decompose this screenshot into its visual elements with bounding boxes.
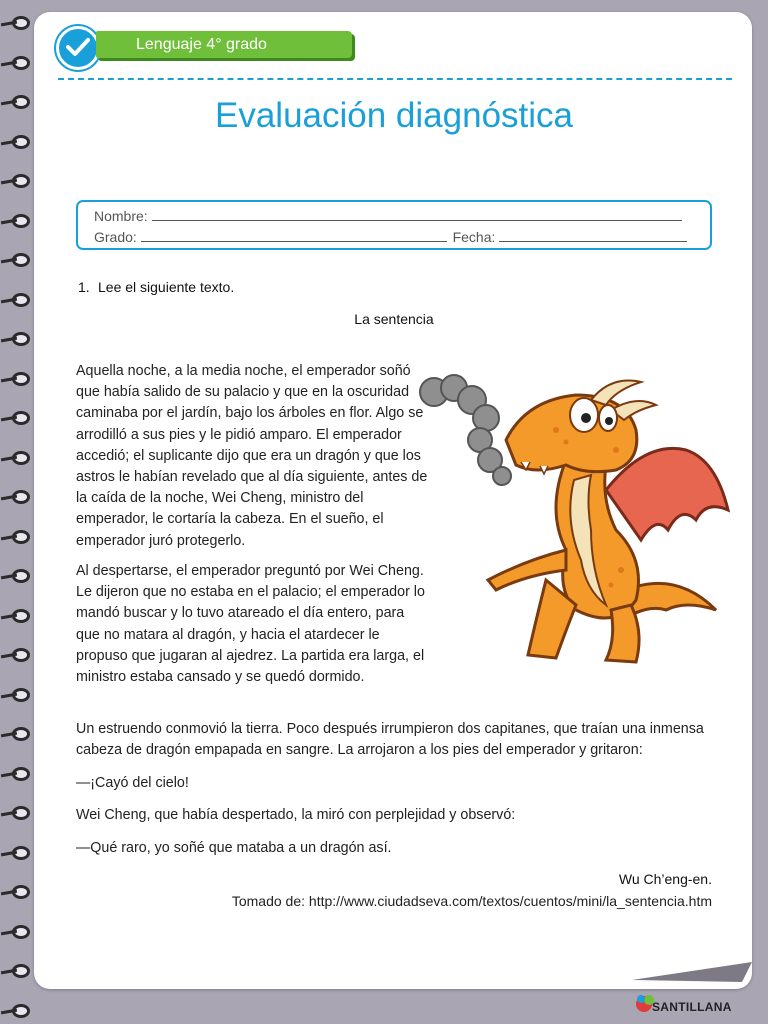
binder-ring: [12, 411, 30, 425]
binder-ring: [12, 885, 30, 899]
dragon-illustration: [416, 370, 730, 670]
question-number: 1.: [78, 279, 90, 295]
page-title: Evaluación diagnóstica: [214, 96, 573, 135]
binder-ring: [12, 332, 30, 346]
brand-name: SANTILLANA: [652, 1000, 732, 1014]
date-field[interactable]: [499, 229, 687, 242]
student-info-box: [76, 200, 712, 250]
story-title: La sentencia: [354, 311, 434, 327]
binder-ring: [12, 174, 30, 188]
grade-date-row: [94, 228, 687, 246]
name-label: Nombre:: [94, 208, 148, 224]
question-1: [78, 279, 234, 295]
binder-ring: [12, 214, 30, 228]
dragon-leg: [606, 605, 639, 662]
binder-ring: [12, 806, 30, 820]
binder-ring: [12, 372, 30, 386]
name-field[interactable]: [152, 208, 682, 221]
binder-ring: [12, 609, 30, 623]
subject-grade-banner: Lenguaje 4° grado: [96, 31, 352, 58]
grade-label: Grado:: [94, 229, 137, 245]
binder-ring: [12, 846, 30, 860]
story-paragraph: Un estruendo conmovió la tierra. Poco después irrumpieron dos capitanes, que traían una inmensa cabeza de dragón empapada en sangre. La arrojaron a los pies del emperador y gritaron:: [76, 721, 704, 759]
checkmark-icon: [56, 26, 100, 70]
story-paragraph: Wei Cheng, que había despertado, la miró con perplejidad y observó:: [76, 807, 516, 823]
binder-ring: [12, 1004, 30, 1018]
story-paragraph: Al despertarse, el emperador preguntó por Wei Cheng. Le dijeron que no estaba en el palacio; el emperador lo mandó buscar y lo tuvo atareado el día entero, para que no matara al dragón, y hacia el atardecer le propuso que jugaran al ajedrez. La partida era larga, el ministro estaba cansado y se quedó dormido.: [76, 563, 425, 686]
binder-ring: [12, 964, 30, 978]
binder-ring: [12, 688, 30, 702]
story-paragraph: —Qué raro, yo soñé que mataba a un dragón así.: [76, 840, 392, 856]
date-label: Fecha:: [452, 229, 496, 245]
dragon-arm: [488, 550, 566, 590]
name-row: [94, 207, 682, 225]
binder-ring: [12, 16, 30, 30]
grade-field[interactable]: [141, 229, 447, 242]
binder-ring: [12, 451, 30, 465]
header-divider: [58, 78, 732, 80]
story-paragraph: Aquella noche, a la media noche, el emperador soñó que había salido de su palacio y que en la oscuridad caminaba por el jardín, bajo los árboles en flor. Algo se arrodilló a sus pies y le pidió amparo. El emperador accedió; el suplicante dijo que era un dragón y que los astros le habían revelado que al día siguiente, antes de la caída de la noche, Wei Cheng, ministro del emperador, le cortaría la cabeza. En el sueño, el emperador juró protegerlo.: [76, 363, 428, 549]
binder-ring: [12, 767, 30, 781]
binder-ring: [12, 253, 30, 267]
binder-ring: [12, 648, 30, 662]
question-instruction: Lee el siguiente texto.: [98, 279, 235, 295]
binder-ring: [12, 530, 30, 544]
binder-ring: [12, 135, 30, 149]
story-paragraph: —¡Cayó del cielo!: [76, 775, 189, 791]
binder-ring: [12, 727, 30, 741]
page-curl: [632, 962, 752, 982]
smoke-puff: [420, 375, 511, 485]
binder-ring: [12, 925, 30, 939]
binder-ring: [12, 293, 30, 307]
story-source: Tomado de: http://www.ciudadseva.com/textos/cuentos/mini/la_sentencia.htm: [231, 893, 712, 909]
story-author: Wu Ch’eng-en.: [618, 871, 712, 887]
binder-ring: [12, 56, 30, 70]
binder-ring: [12, 490, 30, 504]
binder-ring: [12, 569, 30, 583]
